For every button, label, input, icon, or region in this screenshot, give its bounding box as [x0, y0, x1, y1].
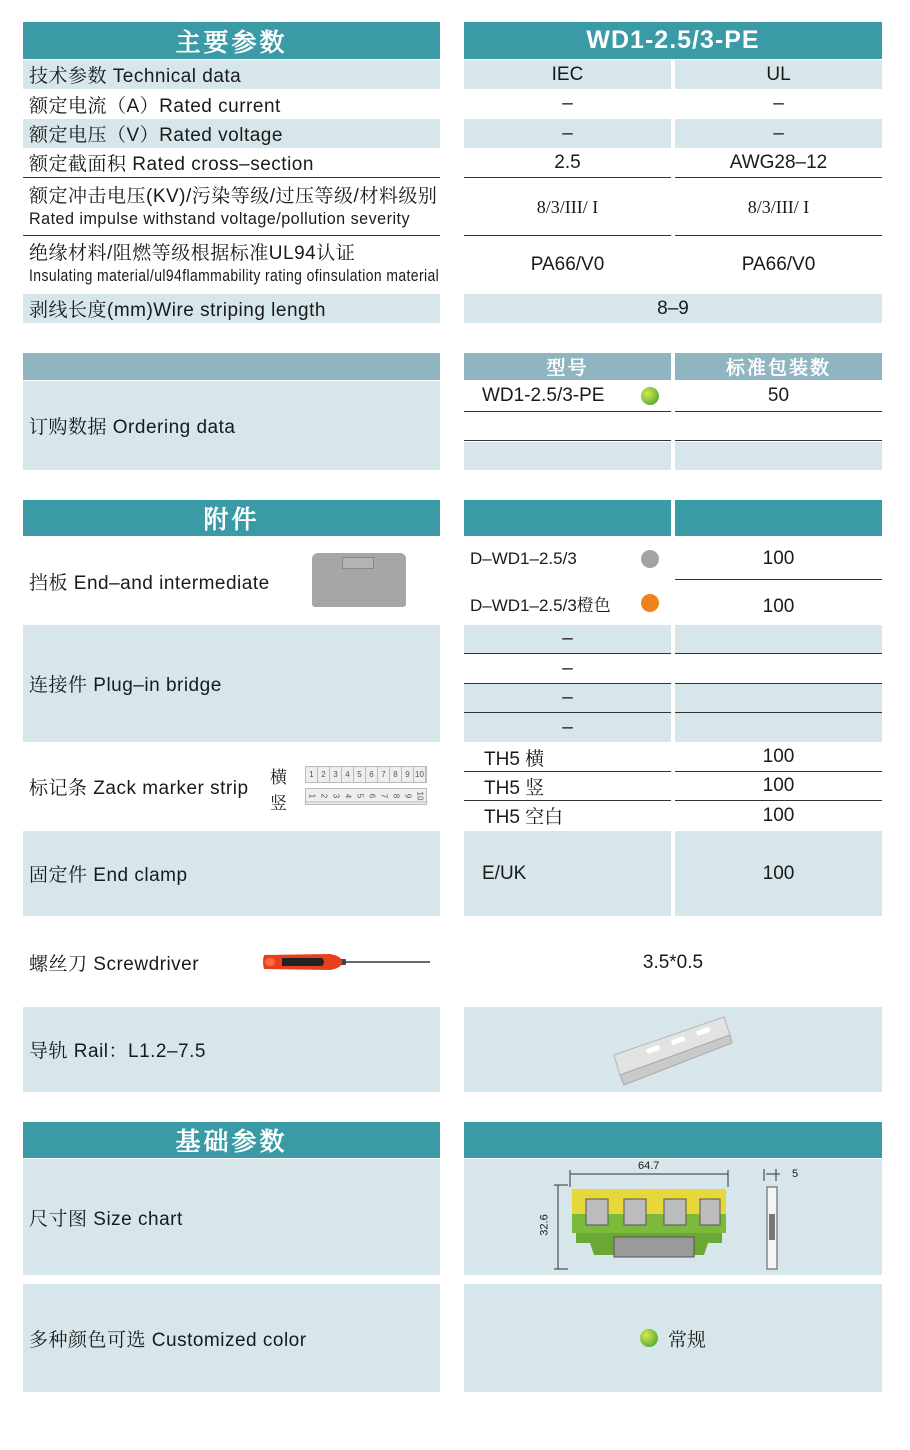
- marker-vertical-label: 竖: [270, 794, 287, 813]
- marker-number: 9: [402, 767, 414, 782]
- screwdriver-value: 3.5*0.5: [642, 951, 704, 973]
- marker-number: 9: [401, 791, 416, 803]
- spec-label-wire-strip: 剥线长度(mm)Wire striping length: [23, 294, 440, 323]
- marker-horizontal-label: 横: [270, 768, 287, 787]
- ordering-model-text: WD1-2.5/3-PE: [482, 385, 605, 406]
- spec-iec-insulating: PA66/V0: [530, 254, 605, 275]
- marker-number: 1: [305, 791, 320, 803]
- color-label: 多种颜色可选 Customized color: [23, 1284, 440, 1392]
- marker-number: 10: [414, 767, 426, 782]
- spec-label-rated-current: 额定电流（A）Rated current: [29, 95, 281, 117]
- size-height-dim: 32.6: [538, 1214, 551, 1236]
- marker-item-th5-vertical: TH5 竖: [464, 772, 671, 801]
- marker-number: 3: [329, 791, 344, 803]
- ordering-model: [464, 381, 671, 412]
- product-header: WD1-2.5/3-PE: [464, 22, 882, 59]
- basic-params-header-right: [464, 1122, 882, 1158]
- green-yellow-color-icon: [641, 387, 659, 405]
- end-clamp-qty: 100: [675, 831, 882, 916]
- end-plate-item-grey-name: D–WD1–2.5/3: [470, 549, 577, 568]
- grey-color-icon: [641, 550, 659, 568]
- size-thickness-dim: 5: [792, 1168, 799, 1180]
- ordering-empty-row-2-right: [675, 442, 882, 470]
- ordering-empty-row-2-left: [464, 442, 671, 470]
- marker-number: 2: [317, 791, 332, 803]
- marker-number: 4: [341, 791, 356, 803]
- spec-label-insulating: [23, 238, 440, 292]
- size-chart-cell: [464, 1159, 882, 1275]
- color-option-swatch: [640, 1329, 658, 1347]
- screwdriver-image: [260, 946, 435, 978]
- marker-number: 8: [390, 767, 402, 782]
- marker-number: 2: [318, 767, 330, 782]
- plug-bridge-row-2: –: [464, 655, 671, 684]
- ordering-label: 订购数据 Ordering data: [23, 381, 440, 470]
- end-plate-image: [312, 553, 406, 607]
- marker-number: 6: [365, 791, 380, 803]
- spec-label-insulating-en: Insulating material/ul94flammability rating ofinsulation material: [29, 266, 440, 285]
- spec-label-cross-section: 额定截面积 Rated cross–section: [23, 148, 440, 178]
- spec-label-impulse-voltage: [23, 180, 440, 236]
- plug-bridge-label: 连接件 Plug–in bridge: [23, 625, 440, 742]
- spec-label-impulse-cn: 额定冲击电压(KV)/污染等级/过压等级/材料级别: [29, 185, 438, 207]
- spec-ul-header: UL: [675, 60, 882, 89]
- rail-label: 导轨 Rail：L1.2–7.5: [23, 1007, 440, 1092]
- plug-bridge-row-2-right: [675, 655, 882, 684]
- basic-params-header: 基础参数: [23, 1122, 440, 1158]
- spec-ul-cross-section: AWG28–12: [675, 148, 882, 178]
- marker-item-th5-vertical-qty: 100: [675, 772, 882, 801]
- marker-item-th5-horizontal: TH5 横: [464, 743, 671, 772]
- marker-strip-horizontal-image: [305, 766, 427, 783]
- accessories-header-right: [675, 500, 882, 536]
- accessories-header: 附件: [23, 500, 440, 536]
- spec-iec-header: IEC: [464, 60, 671, 89]
- size-width-dim: 64.7: [638, 1160, 660, 1172]
- spec-ul-rated-current: –: [773, 93, 784, 114]
- spec-value-wire-strip: 8–9: [464, 294, 882, 323]
- marker-strip-label: 标记条 Zack marker strip: [29, 777, 249, 799]
- color-option-text: 常规: [667, 1329, 706, 1351]
- main-params-header: 主要参数: [23, 22, 440, 59]
- marker-number: 5: [353, 791, 368, 803]
- spec-ul-impulse-voltage: 8/3/III/ I: [675, 180, 882, 236]
- end-plate-item-orange-qty: 100: [762, 596, 795, 617]
- din-rail-image: [464, 1007, 882, 1092]
- color-option-cell: [464, 1284, 882, 1392]
- green-yellow-color-icon: [640, 1329, 658, 1347]
- accessories-header-mid: [464, 500, 671, 536]
- ordering-header-left: [23, 353, 440, 380]
- plug-bridge-row-1: –: [464, 625, 671, 654]
- plug-bridge-row-1-right: [675, 625, 882, 654]
- marker-strip-vertical-image: [305, 788, 427, 805]
- spec-ul-rated-voltage: –: [675, 119, 882, 148]
- marker-number: 5: [354, 767, 366, 782]
- end-clamp-label: 固定件 End clamp: [23, 831, 440, 916]
- marker-item-th5-blank: TH5 空白: [484, 807, 564, 828]
- ordering-col-model: 型号: [464, 353, 671, 380]
- end-plate-item-grey: [464, 538, 671, 580]
- orange-color-icon: [641, 594, 659, 612]
- marker-item-th5-horizontal-qty: 100: [675, 743, 882, 772]
- spec-iec-cross-section: 2.5: [464, 148, 671, 178]
- spec-iec-impulse-voltage: 8/3/III/ I: [464, 180, 671, 236]
- marker-number: 7: [378, 767, 390, 782]
- spec-iec-rated-voltage: –: [464, 119, 671, 148]
- screwdriver-label: 螺丝刀 Screwdriver: [29, 954, 200, 975]
- ordering-empty-row-1-right: [675, 412, 882, 441]
- marker-number: 4: [342, 767, 354, 782]
- end-clamp-name: E/UK: [464, 831, 671, 916]
- marker-number: 6: [366, 767, 378, 782]
- spec-ul-insulating: PA66/V0: [741, 254, 816, 275]
- end-plate-label: 挡板 End–and intermediate: [29, 572, 270, 594]
- marker-number: 10: [413, 791, 428, 803]
- marker-number: 1: [306, 767, 318, 782]
- marker-number: 3: [330, 767, 342, 782]
- plug-bridge-row-3: –: [464, 684, 671, 713]
- spec-label-rated-voltage: 额定电压（V）Rated voltage: [23, 119, 440, 148]
- ordering-pack: 50: [675, 381, 882, 412]
- end-plate-item-orange-name: D–WD1–2.5/3橙色: [470, 595, 611, 615]
- end-plate-item-orange: [464, 582, 671, 624]
- dimension-drawing: [464, 1159, 882, 1275]
- ordering-col-pack: 标准包装数: [675, 353, 882, 380]
- spec-label-impulse-en: Rated impulse withstand voltage/pollution severity: [29, 208, 411, 228]
- spec-iec-rated-current: –: [562, 93, 573, 114]
- end-plate-item-grey-qty: 100: [675, 538, 882, 580]
- size-chart-label: 尺寸图 Size chart: [23, 1159, 440, 1275]
- marker-item-th5-blank-qty: 100: [762, 804, 795, 826]
- ordering-empty-row-1-left: [464, 412, 671, 441]
- spec-label-insulating-cn: 绝缘材料/阻燃等级根据标准UL94认证: [29, 243, 356, 264]
- marker-number: 8: [389, 791, 404, 803]
- spec-label-technical-data: 技术参数 Technical data: [23, 60, 440, 89]
- marker-number: 7: [377, 791, 392, 803]
- plug-bridge-row-3-right: [675, 684, 882, 713]
- plug-bridge-row-4-right: [675, 713, 882, 742]
- plug-bridge-row-4: –: [464, 713, 671, 742]
- rail-image-cell: [464, 1007, 882, 1092]
